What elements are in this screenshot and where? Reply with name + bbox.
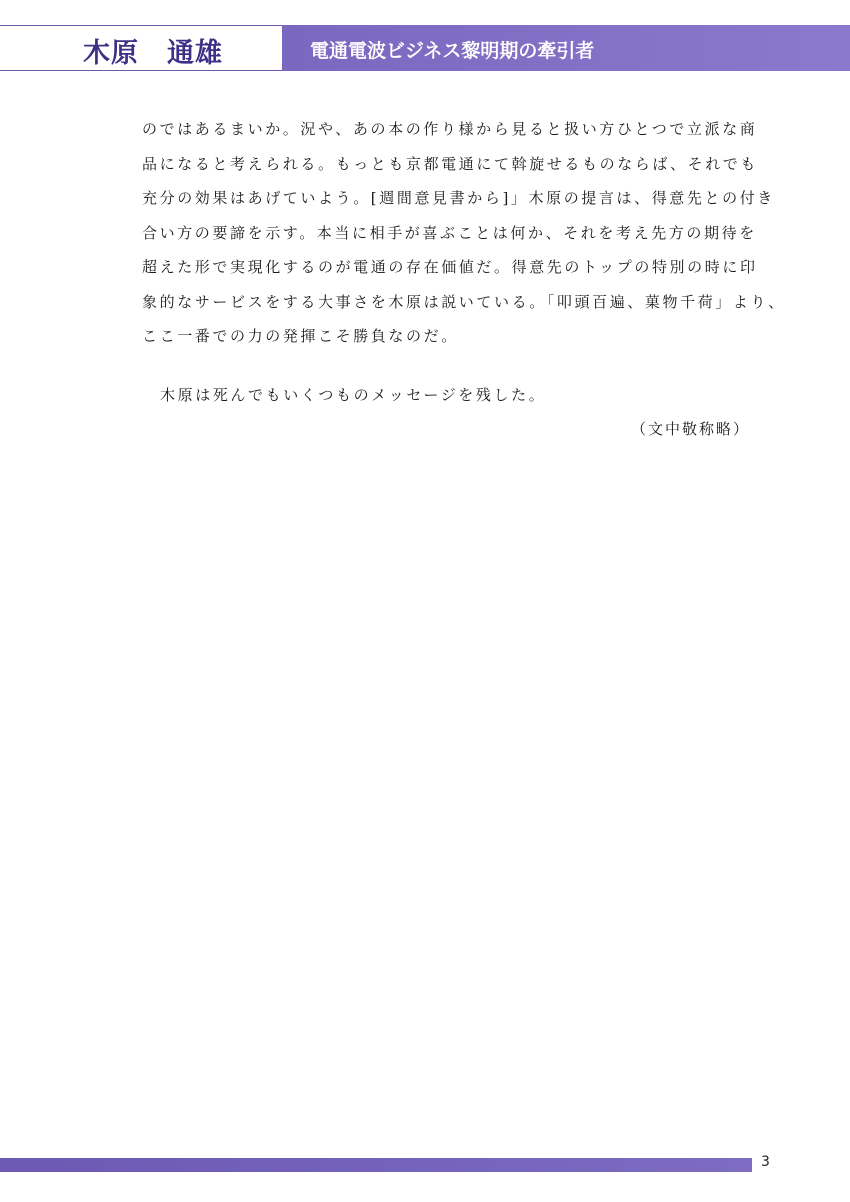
text-line: 超えた形で実現化するのが電通の存在価値だ。得意先のトップの特別の時に印: [142, 258, 758, 276]
footer-bar: [0, 1158, 752, 1172]
page-header: [0, 25, 850, 71]
text-line: 象的なサービスをする大事さを木原は説いている。「叩頭百遍、菓物千荷」より、: [142, 292, 786, 311]
text-line: ここ一番での力の発揮こそ勝負なのだ。: [142, 327, 459, 345]
page-number: 3: [761, 1154, 770, 1170]
honorific-note: （文中敬称略）: [630, 420, 750, 438]
author-panel: [0, 25, 282, 71]
text-line: 合い方の要諦を示す。本当に相手が喜ぶことは何か、それを考え先方の期待を: [142, 223, 757, 242]
text-line: のではあるまいか。況や、あの本の作り様から見ると扱い方ひとつで立派な商: [142, 120, 758, 138]
text-line: 充分の効果はあげていよう。[週間意見書から]」木原の提言は、得意先との付き: [142, 189, 775, 207]
title-banner: [282, 25, 850, 71]
text-line: 品になると考えられる。もっとも京都電通にて斡旋せるものならば、それでも: [142, 154, 759, 173]
author-name: 木原 通雄: [83, 38, 223, 69]
closing-sentence: 木原は死んでもいくつものメッセージを残した。: [160, 386, 547, 404]
chapter-title: 電通電波ビジネス黎明期の牽引者: [310, 40, 595, 62]
body-paragraph: [142, 112, 786, 354]
